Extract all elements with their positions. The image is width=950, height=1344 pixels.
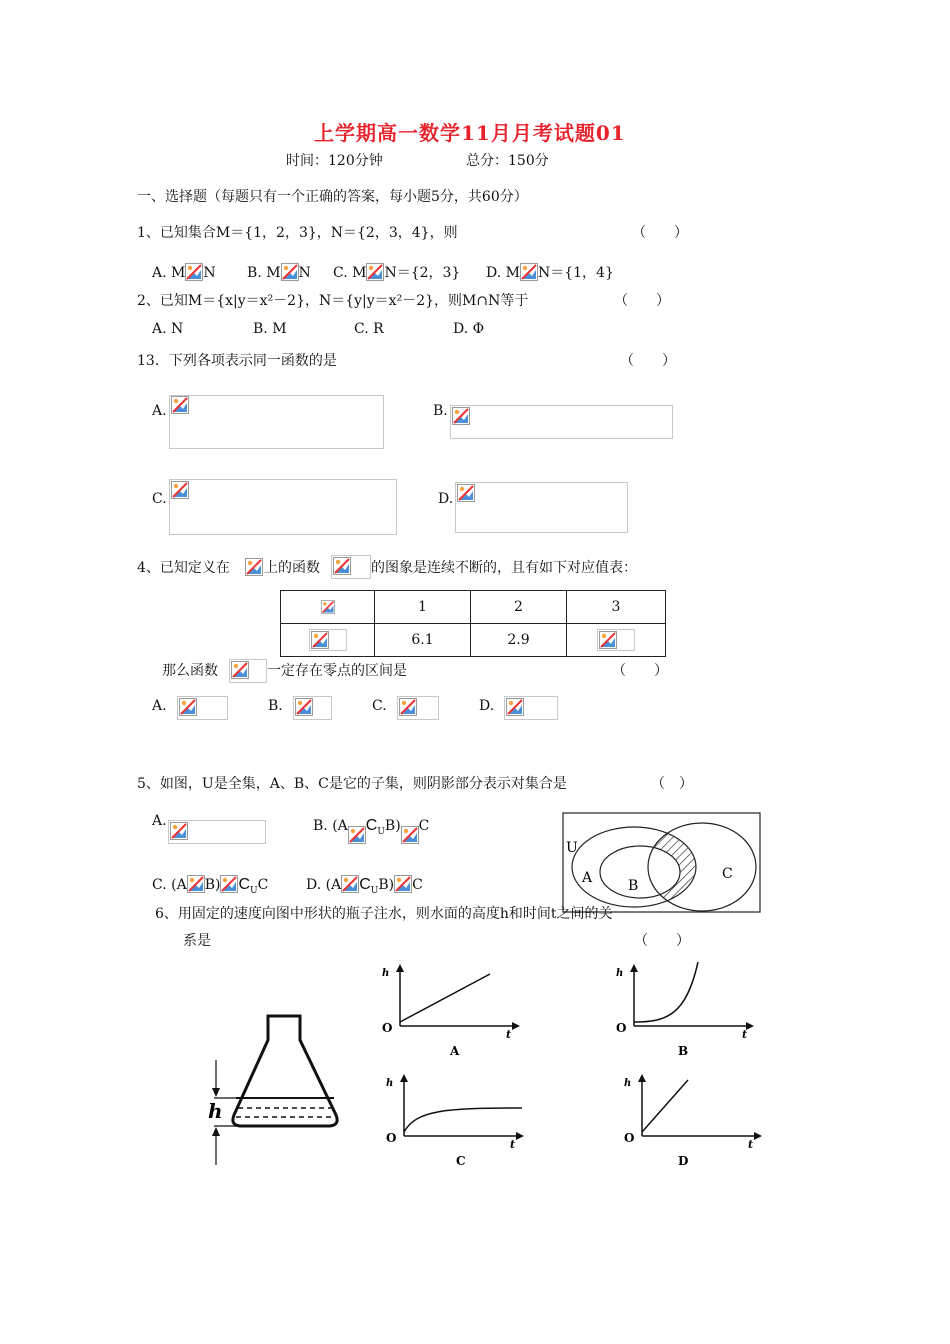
graph-b-label: B bbox=[678, 1044, 689, 1058]
broken-image-icon bbox=[231, 661, 249, 679]
table-row-fx bbox=[281, 624, 375, 657]
value-table bbox=[280, 590, 666, 657]
q6-answer-paren: （ ） bbox=[634, 933, 690, 949]
table-header-x bbox=[281, 591, 375, 624]
svg-text:h: h bbox=[382, 968, 390, 979]
graph-c bbox=[376, 1070, 526, 1170]
graph-d-curve bbox=[642, 1080, 688, 1132]
q3-option-b: B. bbox=[433, 403, 448, 419]
table-header-cell: 1 bbox=[375, 591, 471, 624]
q5-answer-paren: （ ） bbox=[651, 776, 693, 792]
q6-stem-line2: 系是 bbox=[183, 933, 211, 949]
q1-option-d: D. M N＝{1，4} bbox=[486, 265, 614, 281]
broken-image-icon bbox=[295, 698, 313, 716]
broken-image-icon bbox=[187, 875, 205, 893]
broken-image-icon bbox=[170, 822, 188, 840]
q5-option-b: B. (A $C_UB$) C bbox=[313, 812, 429, 841]
q2-stem: 2、已知M＝{x|y＝x²－2}，N＝{y|y＝x²－2}，则M∩N等于 bbox=[137, 293, 529, 309]
table-header-cell: 2 bbox=[471, 591, 567, 624]
venn-diagram bbox=[562, 812, 762, 914]
broken-image-icon bbox=[185, 263, 203, 281]
broken-image-icon bbox=[341, 875, 359, 893]
q5-option-d: D. (A $C_UB$) C bbox=[306, 876, 423, 896]
venn-label-u: U bbox=[566, 840, 578, 856]
venn-label-b: B bbox=[628, 878, 639, 894]
q6-stem: 6、用固定的速度向图中形状的瓶子注水，则水面的高度h和时间t之间的关 bbox=[155, 906, 613, 922]
broken-image-icon bbox=[311, 631, 329, 649]
broken-image-icon bbox=[399, 698, 417, 716]
graph-d-label: D bbox=[678, 1154, 689, 1168]
table-cell: 2.9 bbox=[471, 624, 567, 657]
broken-image-icon bbox=[401, 826, 419, 844]
q3-option-a-image bbox=[169, 395, 384, 449]
q4-option-a: A. bbox=[152, 698, 167, 714]
svg-text:t: t bbox=[748, 1138, 754, 1151]
q2-option-b: B. M bbox=[253, 321, 287, 337]
page-title: 上学期高一数学11月月考试题01 bbox=[314, 121, 626, 145]
svg-text:O: O bbox=[382, 1021, 393, 1035]
broken-image-icon bbox=[366, 263, 384, 281]
broken-image-icon bbox=[394, 875, 412, 893]
q3-option-d: D. bbox=[438, 491, 454, 507]
q3-stem: 13．下列各项表示同一函数的是 bbox=[137, 353, 337, 369]
broken-image-icon bbox=[333, 557, 351, 575]
broken-image-icon bbox=[171, 481, 189, 499]
svg-text:t: t bbox=[510, 1138, 516, 1151]
broken-image-icon bbox=[506, 698, 524, 716]
broken-image-icon bbox=[179, 698, 197, 716]
q2-answer-paren: （ ） bbox=[614, 293, 670, 309]
svg-text:h: h bbox=[624, 1078, 632, 1089]
q4-option-b: B. bbox=[268, 698, 283, 714]
table-header-cell: 3 bbox=[567, 591, 666, 624]
q5-option-a: A. bbox=[152, 813, 167, 829]
q4-stem-part3: 的图象是连续不断的，且有如下对应值表： bbox=[371, 560, 637, 576]
q3-option-b-image bbox=[450, 405, 673, 439]
svg-text:t: t bbox=[742, 1028, 748, 1041]
graph-c-label: C bbox=[456, 1154, 466, 1168]
q1-answer-paren: （ ） bbox=[632, 225, 688, 241]
score-info: 总分：150分 bbox=[466, 153, 549, 169]
q4-answer-paren: （ ） bbox=[612, 663, 668, 679]
broken-image-icon bbox=[452, 407, 470, 425]
q4-stem-part1: 4、已知定义在 bbox=[137, 560, 230, 576]
q1-option-a: A. M N bbox=[152, 265, 216, 281]
q4-line2-part1: 那么函数 bbox=[162, 663, 218, 679]
q4-option-c: C. bbox=[372, 698, 387, 714]
time-info: 时间：120分钟 bbox=[286, 153, 383, 169]
q4-stem-part2: 上的函数 bbox=[264, 560, 320, 576]
q4-option-d: D. bbox=[479, 698, 495, 714]
broken-image-icon bbox=[245, 558, 263, 576]
svg-text:O: O bbox=[616, 1021, 627, 1035]
graph-a-label: A bbox=[450, 1044, 460, 1058]
q3-option-c: C. bbox=[152, 491, 167, 507]
q5-option-c: C. (A B) $C_UC$ bbox=[152, 876, 269, 896]
broken-image-icon bbox=[281, 263, 299, 281]
q3-option-c-image bbox=[169, 479, 397, 535]
broken-image-icon bbox=[321, 600, 335, 614]
svg-text:t: t bbox=[506, 1028, 512, 1041]
broken-image-icon bbox=[599, 631, 617, 649]
q2-option-c: C. R bbox=[354, 321, 384, 337]
q3-option-d-image bbox=[455, 482, 628, 533]
broken-image-icon bbox=[520, 263, 538, 281]
graph-c-curve bbox=[404, 1108, 522, 1132]
svg-text:h: h bbox=[616, 968, 624, 979]
svg-text:h: h bbox=[386, 1078, 394, 1089]
graph-b bbox=[606, 960, 756, 1060]
broken-image-icon bbox=[457, 484, 475, 502]
graph-b-curve bbox=[634, 962, 698, 1022]
graph-d bbox=[614, 1070, 764, 1170]
broken-image-icon bbox=[171, 396, 189, 414]
venn-label-c: C bbox=[722, 866, 733, 882]
table-cell: 6.1 bbox=[375, 624, 471, 657]
table-cell bbox=[567, 624, 666, 657]
broken-image-icon bbox=[348, 826, 366, 844]
svg-text:O: O bbox=[386, 1131, 397, 1145]
q2-option-a: A. N bbox=[152, 321, 184, 337]
q1-option-c: C. M N＝{2，3} bbox=[333, 265, 461, 281]
q4-line2-part2: 一定存在零点的区间是 bbox=[267, 663, 407, 679]
q1-stem: 1、已知集合M＝{1，2，3}，N＝{2，3，4}，则 bbox=[137, 225, 458, 241]
graph-a-curve bbox=[400, 974, 490, 1022]
flask-figure bbox=[200, 1010, 350, 1170]
q2-option-d: D. Φ bbox=[453, 321, 485, 337]
q1-option-b: B. M N bbox=[247, 265, 311, 281]
graph-a bbox=[372, 960, 522, 1060]
q3-option-a: A. bbox=[152, 403, 167, 419]
venn-label-a: A bbox=[582, 870, 593, 886]
flask-outline bbox=[233, 1016, 337, 1126]
broken-image-icon bbox=[220, 875, 238, 893]
flask-h-label: h bbox=[208, 1099, 223, 1123]
svg-text:O: O bbox=[624, 1131, 635, 1145]
q3-answer-paren: （ ） bbox=[620, 353, 676, 369]
q5-stem: 5、如图，U是全集，A、B、C是它的子集，则阴影部分表示对集合是 bbox=[137, 776, 567, 792]
section-heading: 一、选择题（每题只有一个正确的答案，每小题5分，共60分） bbox=[137, 189, 528, 205]
